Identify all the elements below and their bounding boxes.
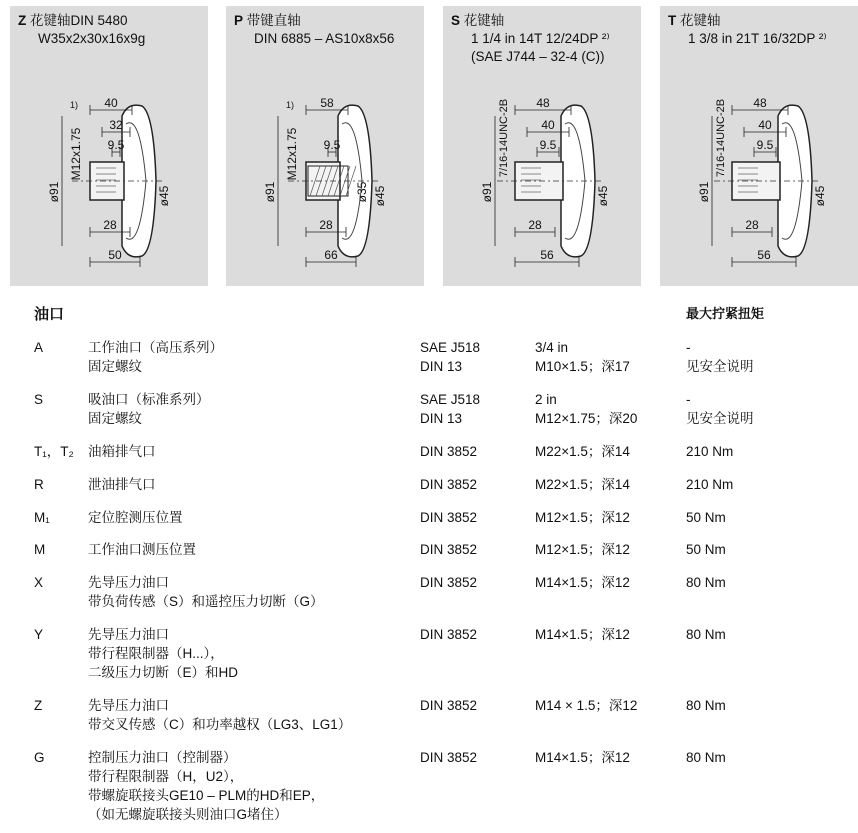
outer-diameter-label: ø91 <box>480 181 494 203</box>
port-code: G <box>34 750 45 765</box>
port-size: M14×1.5；深12 <box>535 750 630 765</box>
port-size: M22×1.5；深14 <box>535 444 630 459</box>
dim-c-label: 9.5 <box>323 138 341 152</box>
port-size: M12×1.5；深12 <box>535 510 630 525</box>
port-code: T₁，T₂ <box>34 444 74 459</box>
panel-line2: 1 3/8 in 21T 16/32DP ²⁾ <box>688 31 827 46</box>
port-torque: 80 Nm <box>686 750 726 765</box>
dim-e-label: 66 <box>324 248 338 262</box>
shaft-drawing <box>10 6 208 286</box>
port-size: M12×1.5；深12 <box>535 542 630 557</box>
thread-label: 7/16-14UNC-2B <box>715 98 727 178</box>
port-standard: DIN 3852 <box>420 477 478 492</box>
port-torque: - 见安全说明 <box>686 392 754 426</box>
port-code: A <box>34 340 44 355</box>
port-description: 控制压力油口（控制器） 带行程限制器（H，U2）， 带螺旋联接头GE10 – PLM的HD和EP， （如无螺旋联接头则油口G堵住） <box>88 750 325 822</box>
port-size: M14×1.5；深12 <box>535 627 630 642</box>
port-size: 3/4 in M10×1.5；深17 <box>535 340 630 374</box>
port-description: 定位腔测压位置 <box>88 510 183 525</box>
port-torque: 50 Nm <box>686 542 726 557</box>
port-description: 油箱排气口 <box>88 444 156 459</box>
shaft-panel-t <box>660 6 858 286</box>
panel-line2: DIN 6885 – AS10x8x56 <box>254 31 395 46</box>
port-size: M14×1.5；深12 <box>535 575 630 590</box>
dim-a-label: 48 <box>753 96 767 110</box>
port-standard: SAE J518 DIN 13 <box>420 392 481 426</box>
dim-b-label: 40 <box>758 118 772 132</box>
port-torque: 80 Nm <box>686 627 726 642</box>
shaft-diameter-label: ø45 <box>596 185 610 207</box>
dim-e-label: 56 <box>540 248 554 262</box>
panel-line1: 花键轴 <box>463 13 505 28</box>
thread-label: M12x1.75 <box>69 127 83 181</box>
port-torque: 210 Nm <box>686 477 734 492</box>
port-code: R <box>34 477 44 492</box>
port-torque: 80 Nm <box>686 575 726 590</box>
dim-d-label: 28 <box>103 218 117 232</box>
dim-e-label: 56 <box>757 248 771 262</box>
footnote-mark: 1) <box>285 100 295 110</box>
panel-code: Z <box>18 13 27 28</box>
dim-d-label: 28 <box>319 218 333 232</box>
port-code: Y <box>34 627 44 642</box>
shaft-drawing <box>226 6 424 286</box>
outer-diameter-label: ø91 <box>697 181 711 203</box>
port-description: 工作油口（高压系列） 固定螺纹 <box>88 340 223 374</box>
dim-a-label: 48 <box>536 96 550 110</box>
panel-code: T <box>668 13 677 28</box>
port-standard: DIN 3852 <box>420 575 478 590</box>
dim-c-label: 9.5 <box>756 138 774 152</box>
dim-a-label: 40 <box>104 96 118 110</box>
shaft-diameter2-label: ø35 <box>355 181 369 203</box>
outer-diameter-label: ø91 <box>263 181 277 203</box>
port-code: Z <box>34 698 43 713</box>
dim-d-label: 28 <box>745 218 759 232</box>
port-code: M <box>34 542 46 557</box>
panel-code: S <box>451 13 461 28</box>
dim-a-label: 58 <box>320 96 334 110</box>
port-description: 工作油口测压位置 <box>88 542 196 557</box>
panel-code: P <box>234 13 244 28</box>
shaft-diameter-label: ø45 <box>813 185 827 207</box>
port-code: X <box>34 575 44 590</box>
ports-heading: 油口 <box>34 306 65 323</box>
panel-line1: 带键直轴 <box>246 13 301 28</box>
port-torque: - 见安全说明 <box>686 340 754 374</box>
port-torque: 80 Nm <box>686 698 726 713</box>
panel-line1: 花键轴DIN 5480 <box>30 13 128 28</box>
port-description: 先导压力油口 带负荷传感（S）和遥控压力切断（G） <box>88 575 324 609</box>
port-standard: DIN 3852 <box>420 510 478 525</box>
dim-b-label: 32 <box>109 118 123 132</box>
port-size: M14 × 1.5；深12 <box>535 698 638 713</box>
shaft-panel-s <box>443 6 641 286</box>
shaft-panel-z <box>10 6 208 286</box>
shaft-diameter-label: ø45 <box>373 185 387 207</box>
panel-line2: W35x2x30x16x9g <box>38 31 146 46</box>
outer-diameter-label: ø91 <box>47 181 61 203</box>
dim-d-label: 28 <box>528 218 542 232</box>
dim-c-label: 9.5 <box>107 138 125 152</box>
port-description: 泄油排气口 <box>88 477 156 492</box>
shaft-diameter-label: ø45 <box>157 185 171 207</box>
port-standard: DIN 3852 <box>420 542 478 557</box>
port-description: 先导压力油口 带交叉传感（C）和功率越权（LG3、LG1） <box>88 698 352 732</box>
thread-label: 7/16-14UNC-2B <box>498 98 510 178</box>
port-size: 2 in M12×1.75；深20 <box>535 392 638 426</box>
port-standard: DIN 3852 <box>420 698 478 713</box>
dim-c-label: 9.5 <box>539 138 557 152</box>
port-standard: DIN 3852 <box>420 750 478 765</box>
shaft-drawing <box>660 6 858 286</box>
port-code: S <box>34 392 44 407</box>
port-standard: SAE J518 DIN 13 <box>420 340 481 374</box>
port-size: M22×1.5；深14 <box>535 477 630 492</box>
panel-line1: 花键轴 <box>680 13 721 28</box>
torque-heading: 最大拧紧扭矩 <box>686 306 765 321</box>
panel-line2: 1 1/4 in 14T 12/24DP ²⁾ <box>471 31 610 46</box>
shaft-panel-p <box>226 6 424 286</box>
dim-e-label: 50 <box>108 248 122 262</box>
port-description: 先导压力油口 带行程限制器（H...）， 二级压力切断（E）和HD <box>88 627 239 680</box>
port-torque: 210 Nm <box>686 444 734 459</box>
port-standard: DIN 3852 <box>420 444 478 459</box>
dim-b-label: 40 <box>541 118 555 132</box>
port-description: 吸油口（标准系列） 固定螺纹 <box>88 392 210 426</box>
thread-label: M12x1.75 <box>285 127 299 181</box>
footnote-mark: 1) <box>69 100 79 110</box>
port-standard: DIN 3852 <box>420 627 478 642</box>
port-code: M₁ <box>34 510 50 525</box>
port-torque: 50 Nm <box>686 510 726 525</box>
panel-line3: (SAE J744 – 32-4 (C)) <box>471 49 605 64</box>
shaft-drawing <box>443 6 641 286</box>
